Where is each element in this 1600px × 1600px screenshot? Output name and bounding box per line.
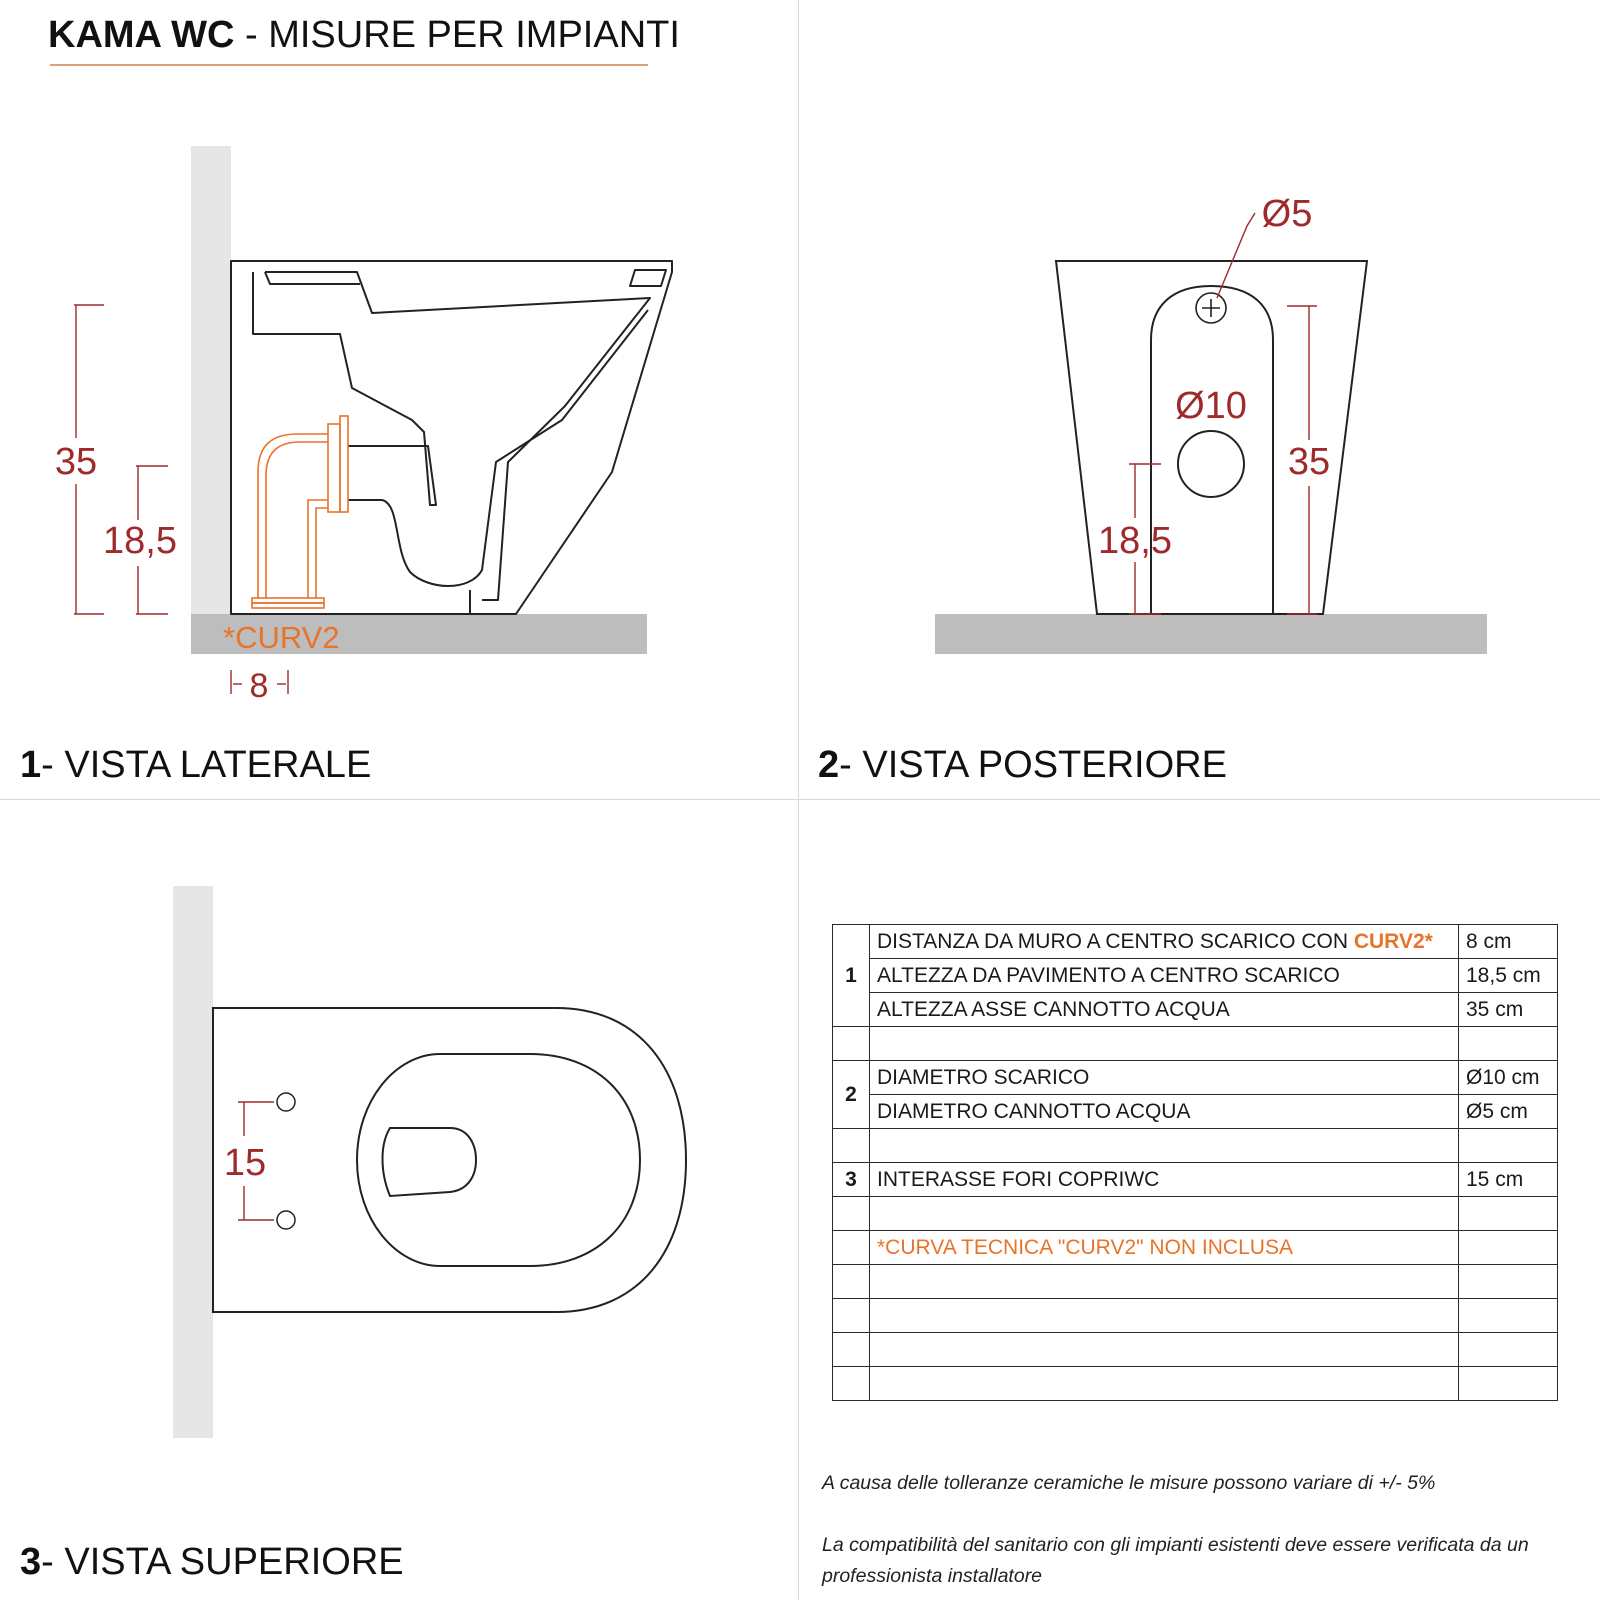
top-view-number: 3: [20, 1541, 42, 1583]
table-row: [833, 925, 1558, 959]
side-view-label: [20, 744, 371, 787]
seat-hole-upper: [277, 1093, 295, 1111]
top-view-title: - VISTA SUPERIORE: [41, 1541, 404, 1583]
table-row: [833, 959, 1558, 993]
side-view-drawing: [0, 0, 798, 720]
rear-floor: [935, 614, 1487, 654]
row-group-number: 3: [833, 1163, 870, 1197]
side-dim-height-label: 35: [54, 441, 98, 483]
table-row-empty: [833, 1265, 1558, 1299]
water-inlet: [1196, 293, 1226, 323]
spec-description: ALTEZZA DA PAVIMENTO A CENTRO SCARICO: [870, 959, 1459, 993]
title-subtitle: - MISURE PER IMPIANTI: [245, 14, 680, 56]
spec-value: Ø5 cm: [1459, 1095, 1558, 1129]
table-row-empty: [833, 1367, 1558, 1401]
drain-outlet: [1178, 431, 1244, 497]
curv2-note: *CURVA TECNICA "CURV2" NON INCLUSA: [870, 1231, 1459, 1265]
seat-hole-lower: [277, 1211, 295, 1229]
curv2-tag: *CURV2: [223, 620, 340, 655]
curv2-pipe: [252, 416, 348, 608]
row-group-number: 1: [833, 925, 870, 1027]
table-row: [833, 1231, 1558, 1265]
spec-value: 18,5 cm: [1459, 959, 1558, 993]
spec-value: 35 cm: [1459, 993, 1558, 1027]
top-dim-holes-label: 15: [223, 1142, 267, 1184]
title-brand: KAMA WC: [48, 14, 235, 56]
spec-description: [870, 925, 1459, 959]
rear-dim-height-label: 35: [1287, 441, 1331, 483]
spec-description: INTERASSE FORI COPRIWC: [870, 1163, 1459, 1197]
side-toilet-outline: [231, 261, 672, 614]
side-dim-drain-label: 18,5: [103, 520, 177, 562]
top-wall: [173, 886, 213, 1438]
spec-value: 15 cm: [1459, 1163, 1558, 1197]
spec-value: 8 cm: [1459, 925, 1558, 959]
table-row: [833, 993, 1558, 1027]
table-row: [833, 1061, 1558, 1095]
table-row: [833, 1095, 1558, 1129]
rear-view-drawing: [799, 0, 1600, 720]
table-row: [833, 1163, 1558, 1197]
side-wall: [191, 146, 231, 616]
side-dim-wall-label: 8: [249, 667, 269, 705]
curv2-highlight: CURV2*: [1353, 929, 1433, 953]
spec-description: DIAMETRO CANNOTTO ACQUA: [870, 1095, 1459, 1129]
rear-dim-drain-diameter-label: Ø10: [1175, 385, 1247, 427]
table-row-empty: [833, 1027, 1558, 1061]
rear-view-label: [818, 744, 1227, 787]
rear-dim-drain-label: 18,5: [1098, 520, 1172, 562]
table-row-empty: [833, 1299, 1558, 1333]
top-view-label: [20, 1541, 404, 1584]
spec-value: Ø10 cm: [1459, 1061, 1558, 1095]
spec-description-text: DISTANZA DA MURO A CENTRO SCARICO CON: [877, 929, 1354, 953]
top-view-drawing: [0, 800, 798, 1440]
side-view-title: - VISTA LATERALE: [41, 744, 372, 786]
row-group-number: 2: [833, 1061, 870, 1129]
rear-view-number: 2: [818, 744, 840, 786]
table-row-empty: [833, 1333, 1558, 1367]
spec-table: [832, 924, 1558, 1401]
side-view-number: 1: [20, 744, 42, 786]
top-toilet-outline: [213, 1008, 686, 1312]
rear-dim-water-label: Ø5: [1261, 193, 1313, 235]
compatibility-note: La compatibilità del sanitario con gli impianti esistenti deve essere verificata da un professionista installatore: [822, 1534, 1529, 1587]
table-row-empty: [833, 1129, 1558, 1163]
tolerance-note: A causa delle tolleranze ceramiche le misure possono variare di +/- 5%: [822, 1472, 1436, 1494]
rear-view-title: - VISTA POSTERIORE: [839, 744, 1227, 786]
spec-description: DIAMETRO SCARICO: [870, 1061, 1459, 1095]
spec-description: ALTEZZA ASSE CANNOTTO ACQUA: [870, 993, 1459, 1027]
table-row-empty: [833, 1197, 1558, 1231]
